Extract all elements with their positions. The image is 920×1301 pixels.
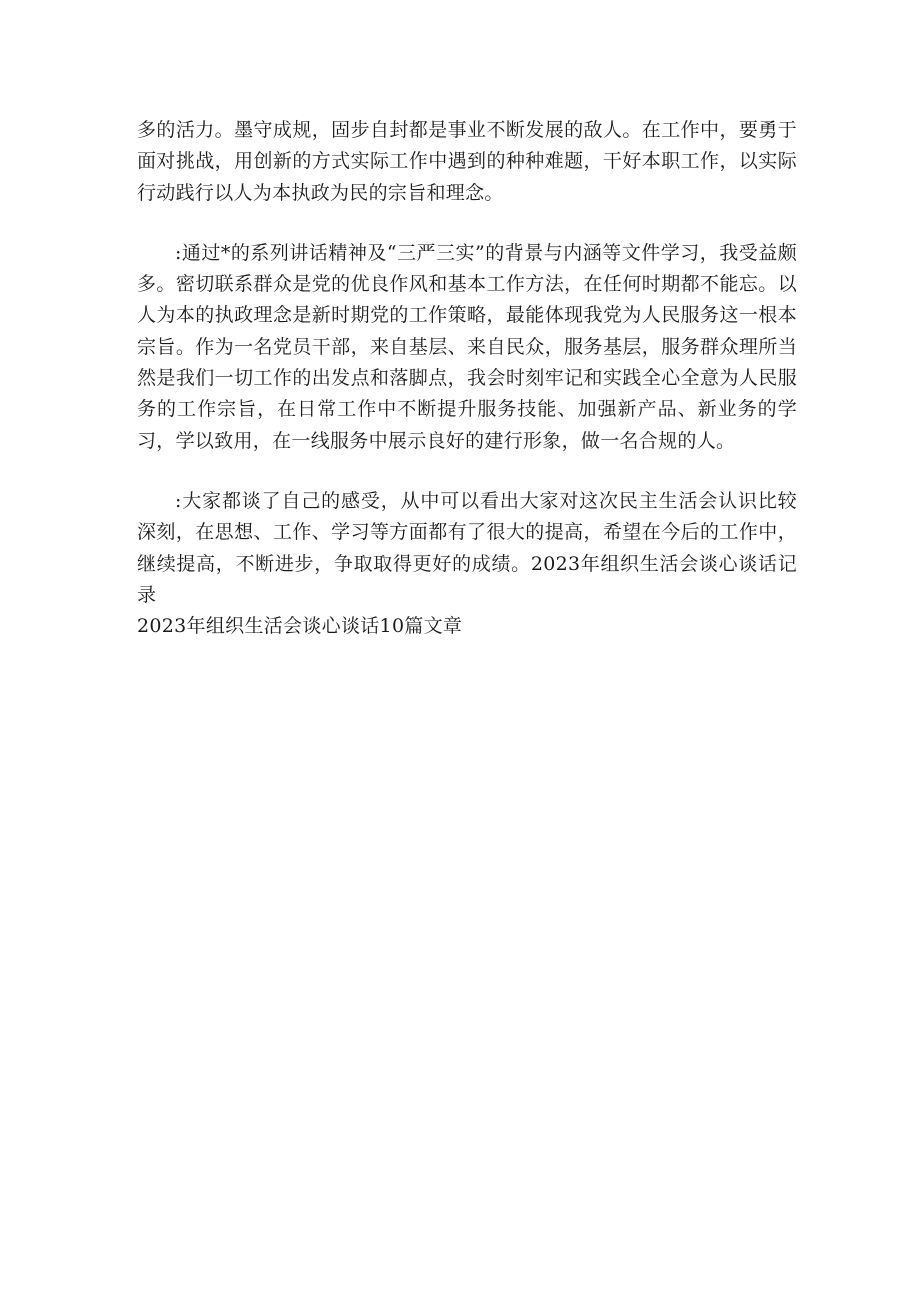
document-body [137, 115, 797, 641]
paragraph-1: 多的活力。墨守成规，固步自封都是事业不断发展的敌人。在工作中，要勇于面对挑战，用创新的方式实际工作中遇到的种种难题，干好本职工作，以实际行动践行以人为本执政为民的宗旨和理念。 [137, 119, 797, 204]
paragraph-spacer [137, 457, 797, 486]
paragraph-2: :通过*的系列讲话精神及“三严三实”的背景与内涵等文件学习，我受益颇多。密切联系群众是党的优良作风和基本工作方法，在任何时期都不能忘。以人为本的执政理念是新时期党的工作策略，最能体现我党为人民服务这一根本宗旨。作为一名党员干部，来自基层、来自民众，服务基层，服务群众理所当然是我们一切工作的出发点和落脚点，我会时刻牢记和实践全心全意为人民服务的工作宗旨，在日常工作中不断提升服务技能、加强新产品、新业务的学习，学以致用，在一线服务中展示良好的建行形象，做一名合规的人。 [137, 241, 797, 452]
paragraph-3: :大家都谈了自己的感受，从中可以看出大家对这次民主生活会认识比较深刻，在思想、工作、学习等方面都有了很大的提高，希望在今后的工作中，继续提高，不断进步，争取取得更好的成绩。2023年组织生活会谈心谈话记录 [137, 489, 797, 606]
paragraph-spacer [137, 209, 797, 238]
document-title-trailer: 2023年组织生活会谈心谈话10篇文章 [137, 615, 463, 638]
